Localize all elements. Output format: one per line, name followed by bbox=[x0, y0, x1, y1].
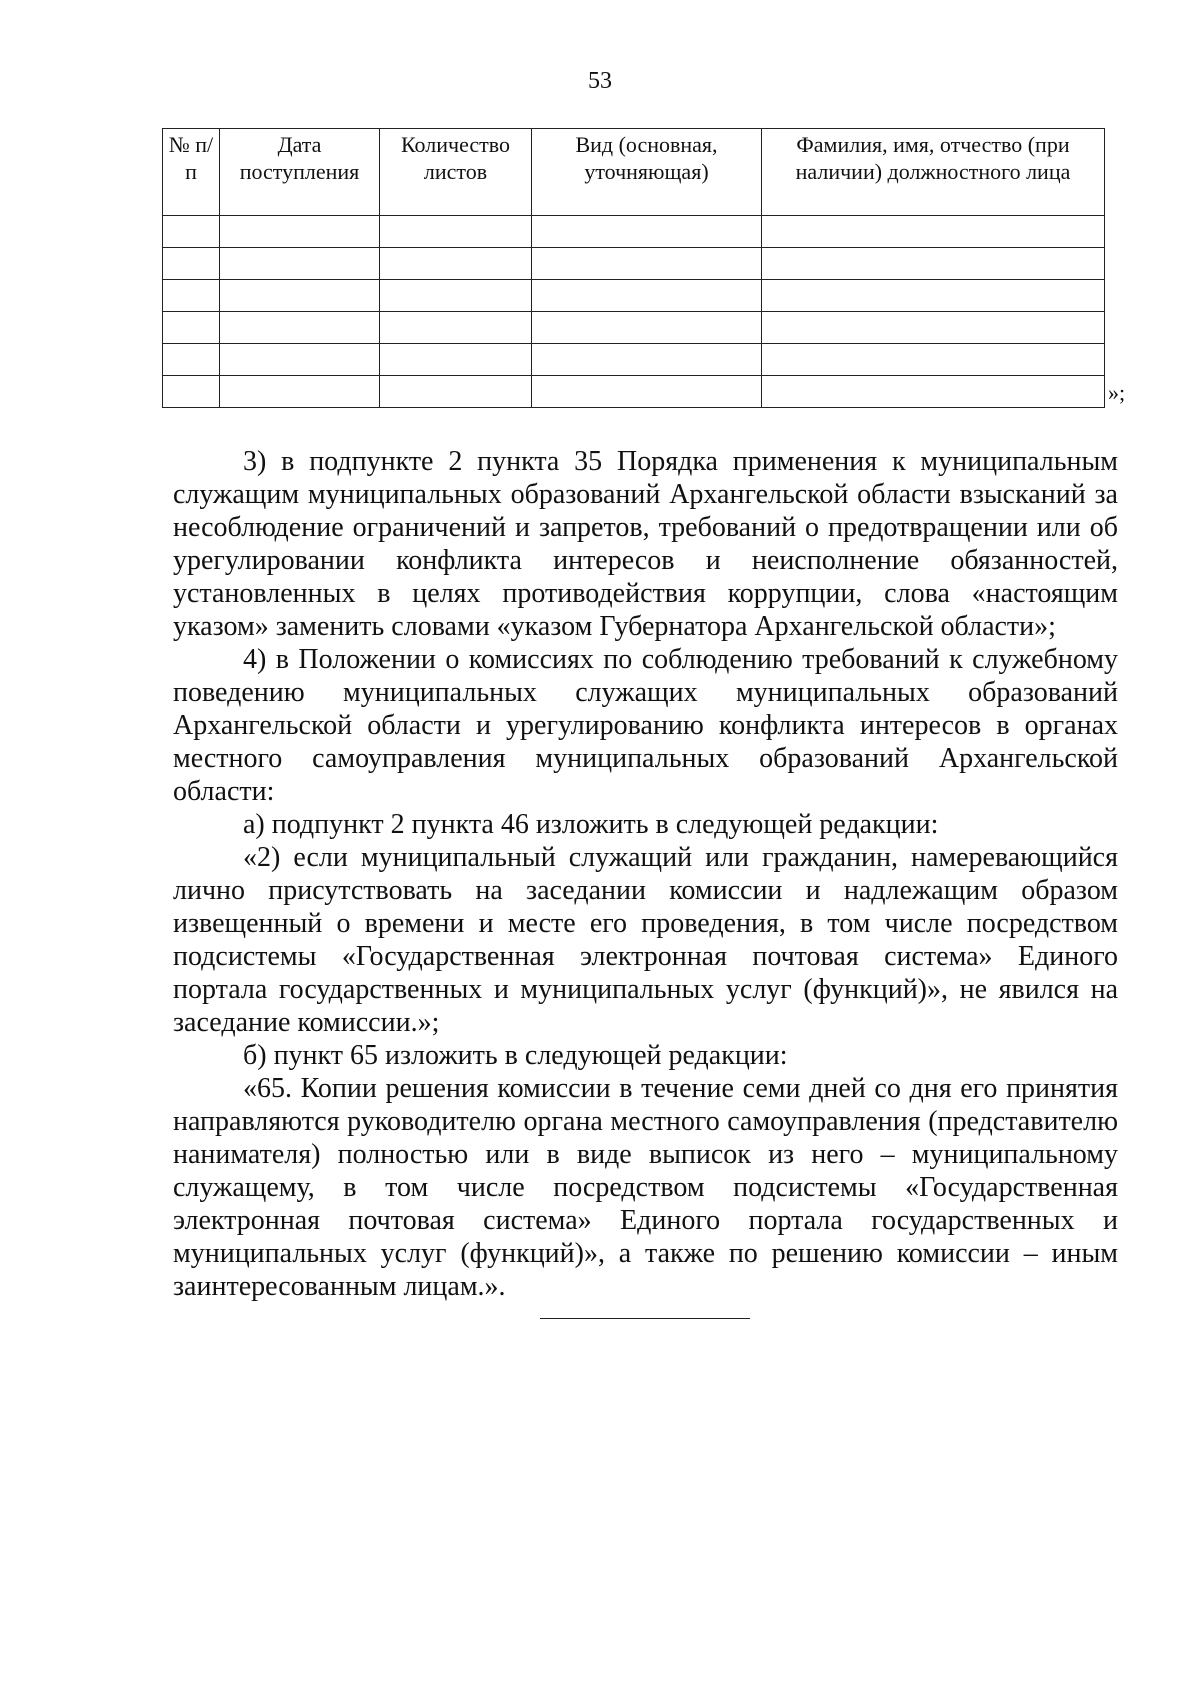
table-cell bbox=[163, 376, 220, 408]
table-cell bbox=[532, 280, 762, 312]
table-cell bbox=[762, 312, 1105, 344]
table-cell bbox=[762, 248, 1105, 280]
table-cell bbox=[532, 344, 762, 376]
table-row bbox=[163, 248, 1105, 280]
col-header-type: Вид (основная, уточняющая) bbox=[532, 129, 762, 216]
paragraph-item-3: 3) в подпункте 2 пункта 35 Порядка применения к муниципальным служащим муниципальных образований Архангельской области взысканий за несоблюдение ограничений и запретов, требований о предотвращении или об урегулировании конфликта интересов и неисполнение обязанностей, установленных в целях противодействия коррупции, слова «настоящим указом» заменить словами «указом Губернатора Архангельской области»; bbox=[173, 446, 1118, 642]
table-cell bbox=[532, 248, 762, 280]
table-cell bbox=[163, 248, 220, 280]
table-cell bbox=[532, 376, 762, 408]
table-cell bbox=[220, 312, 380, 344]
table-cell bbox=[220, 280, 380, 312]
col-header-official: Фамилия, имя, отчество (при наличии) должностного лица bbox=[762, 129, 1105, 216]
table-cell bbox=[220, 376, 380, 408]
table-cell bbox=[380, 312, 532, 344]
table-cell bbox=[380, 248, 532, 280]
table-cell bbox=[163, 280, 220, 312]
table-cell bbox=[380, 216, 532, 248]
table-closing-quote: »; bbox=[1108, 380, 1126, 405]
paragraph-item-4: 4) в Положении о комиссиях по соблюдению требований к служебному поведению муниципальных служащих муниципальных образований Архангельской области и урегулированию конфликта интересов в органах местного самоуправления муниципальных образований Архангельской области: bbox=[173, 644, 1118, 807]
table-cell bbox=[532, 312, 762, 344]
table-cell bbox=[220, 216, 380, 248]
end-divider-line bbox=[540, 1318, 750, 1319]
table-cell bbox=[380, 344, 532, 376]
registration-table bbox=[162, 128, 1105, 408]
col-header-number: № п/п bbox=[163, 129, 220, 216]
table-cell bbox=[762, 344, 1105, 376]
table-cell bbox=[762, 376, 1105, 408]
table-row bbox=[163, 312, 1105, 344]
table-row bbox=[163, 216, 1105, 248]
page-number: 53 bbox=[588, 68, 612, 94]
table-cell bbox=[762, 280, 1105, 312]
table-row bbox=[163, 376, 1105, 408]
document-body bbox=[173, 445, 1118, 1303]
col-header-date: Дата поступления bbox=[220, 129, 380, 216]
table-cell bbox=[380, 376, 532, 408]
paragraph-subitem-a: а) подпункт 2 пункта 46 изложить в следующей редакции: bbox=[243, 809, 939, 840]
table-cell bbox=[163, 344, 220, 376]
table-cell bbox=[532, 216, 762, 248]
table-cell bbox=[220, 248, 380, 280]
col-header-sheets: Количество листов bbox=[380, 129, 532, 216]
table-header-row bbox=[163, 129, 1105, 216]
paragraph-subitem-b: б) пункт 65 изложить в следующей редакции: bbox=[243, 1040, 788, 1071]
table-row bbox=[163, 280, 1105, 312]
table-cell bbox=[220, 344, 380, 376]
table-cell bbox=[163, 216, 220, 248]
table-row bbox=[163, 344, 1105, 376]
table-cell bbox=[380, 280, 532, 312]
paragraph-quote-2: «2) если муниципальный служащий или гражданин, намеревающийся лично присутствовать на заседании комиссии и надлежащим образом извещенный о времени и месте его проведения, в том числе посредством подсистемы «Государственная электронная почтовая система» Единого портала государственных и муниципальных услуг (функций)», не явился на заседание комиссии.»; bbox=[173, 842, 1118, 1038]
table-cell bbox=[762, 216, 1105, 248]
paragraph-quote-65: «65. Копии решения комиссии в течение семи дней со дня его принятия направляются руководителю органа местного самоуправления (представителю нанимателя) полностью или в виде выписок из него – муниципальному служащему, в том числе посредством подсистемы «Государственная электронная почтовая система» Единого портала государственных и муниципальных услуг (функций)», а также по решению комиссии – иным заинтересованным лицам.». bbox=[173, 1073, 1118, 1302]
table-cell bbox=[163, 312, 220, 344]
